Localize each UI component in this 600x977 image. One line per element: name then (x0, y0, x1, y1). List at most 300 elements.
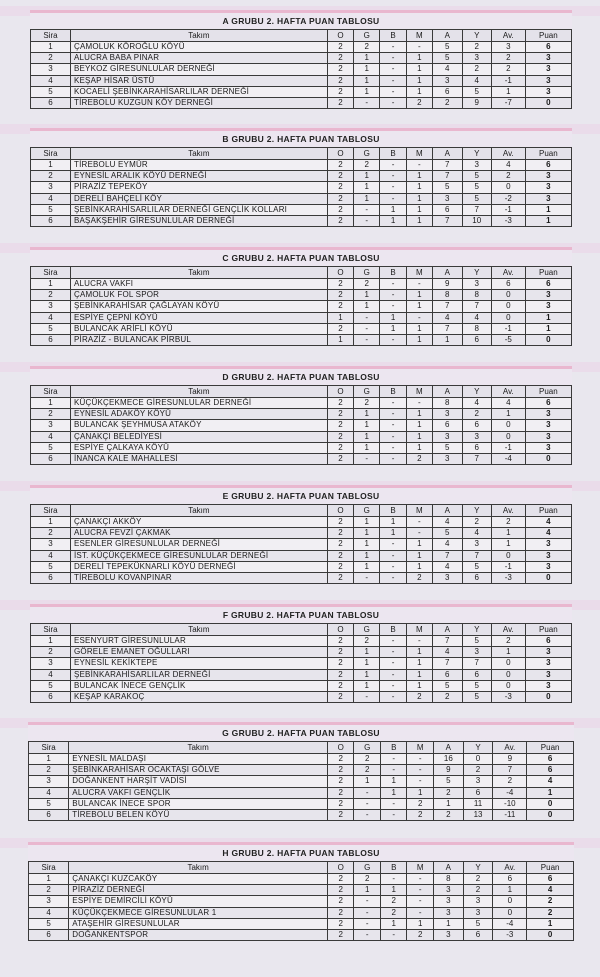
table-row (31, 539, 572, 550)
cell-won: - (354, 453, 380, 464)
cell-drawn: - (380, 75, 406, 86)
cell-won: 1 (354, 561, 380, 572)
cell-points: 3 (525, 420, 571, 431)
cell-won: 1 (354, 442, 380, 453)
cell-won: 1 (354, 680, 380, 691)
cell-points: 1 (525, 323, 571, 334)
table-header-row (31, 505, 572, 517)
cell-goal-difference: -2 (491, 193, 525, 204)
header-lost: M (406, 505, 432, 517)
standings-table (30, 385, 572, 465)
cell-won: 2 (354, 754, 381, 765)
cell-goals-against: 5 (463, 918, 493, 929)
cell-goal-difference: 1 (491, 528, 525, 539)
cell-goals-for: 3 (433, 907, 463, 918)
cell-won: - (354, 215, 380, 226)
cell-team: ALUCRA FEVZİ ÇAKMAK (70, 528, 327, 539)
header-goal-difference: Av. (493, 862, 527, 874)
header-goals-against: Y (462, 624, 491, 636)
cell-lost: 1 (406, 647, 432, 658)
cell-points: 0 (527, 809, 574, 820)
cell-lost: 1 (406, 658, 432, 669)
cell-rank: 1 (29, 754, 69, 765)
header-points: Puan (525, 505, 571, 517)
cell-goal-difference: 0 (491, 420, 525, 431)
cell-rank: 5 (29, 798, 69, 809)
header-points: Puan (525, 267, 571, 279)
cell-goal-difference: 6 (491, 279, 525, 290)
cell-goal-difference: 2 (491, 517, 525, 528)
table-row (31, 658, 572, 669)
cell-played: 2 (327, 398, 353, 409)
cell-played: 2 (327, 75, 353, 86)
header-goal-difference: Av. (491, 386, 525, 398)
cell-points: 3 (525, 182, 571, 193)
header-won: G (354, 862, 381, 874)
table-row (31, 86, 572, 97)
cell-goals-against: 3 (462, 539, 491, 550)
cell-lost: 2 (406, 691, 432, 702)
standings-group (28, 842, 574, 941)
cell-points: 0 (527, 929, 574, 940)
cell-team: KÜÇÜKÇEKMECE GİRESUNLULAR 1 (69, 907, 328, 918)
cell-points: 3 (525, 561, 571, 572)
cell-points: 3 (525, 301, 571, 312)
cell-goals-against: 7 (462, 301, 491, 312)
header-points: Puan (527, 742, 574, 754)
cell-points: 6 (525, 636, 571, 647)
table-row (29, 776, 574, 787)
cell-rank: 3 (31, 301, 71, 312)
cell-goals-for: 7 (433, 550, 462, 561)
cell-lost: - (407, 765, 434, 776)
cell-goals-against: 3 (462, 279, 491, 290)
cell-goals-against: 2 (462, 409, 491, 420)
cell-points: 6 (525, 42, 571, 53)
cell-won: - (354, 787, 381, 798)
cell-team: DOĞANKENTSPOR (69, 929, 328, 940)
cell-goals-against: 7 (462, 550, 491, 561)
cell-team: KEŞAP KARAKOÇ (70, 691, 327, 702)
cell-lost: 1 (407, 918, 434, 929)
cell-team: ESPİYE DEMİRCİLİ KÖYÜ (69, 896, 328, 907)
standings-table (30, 147, 572, 227)
cell-goal-difference: -4 (493, 787, 527, 798)
cell-goals-against: 7 (462, 204, 491, 215)
cell-drawn: 2 (380, 896, 407, 907)
cell-played: 2 (327, 809, 354, 820)
group-title: D GRUBU 2. HAFTA PUAN TABLOSU (222, 372, 380, 382)
header-goals-against: Y (463, 742, 493, 754)
cell-won: 1 (354, 517, 380, 528)
cell-won: 1 (354, 420, 380, 431)
header-team: Takım (70, 624, 327, 636)
cell-goals-against: 5 (462, 636, 491, 647)
header-team: Takım (70, 386, 327, 398)
cell-goals-for: 5 (433, 776, 463, 787)
standings-group (30, 10, 572, 109)
cell-drawn: 1 (380, 918, 407, 929)
cell-rank: 2 (31, 171, 71, 182)
header-rank: Sira (31, 624, 71, 636)
cell-rank: 1 (31, 279, 71, 290)
cell-played: 2 (327, 896, 354, 907)
cell-points: 3 (525, 409, 571, 420)
header-played: O (327, 505, 353, 517)
table-row (29, 765, 574, 776)
cell-drawn: - (380, 290, 406, 301)
cell-points: 4 (525, 517, 571, 528)
cell-goals-against: 5 (462, 86, 491, 97)
cell-team: ŞEBİNKARAHİSAR ÇAĞLAYAN KÖYÜ (70, 301, 327, 312)
cell-lost: 2 (407, 798, 434, 809)
table-row (29, 874, 574, 885)
cell-drawn: - (380, 431, 406, 442)
cell-goals-against: 6 (462, 669, 491, 680)
cell-drawn: - (380, 420, 406, 431)
cell-goals-against: 4 (462, 528, 491, 539)
table-row (31, 42, 572, 53)
cell-rank: 2 (29, 765, 69, 776)
cell-played: 2 (327, 290, 353, 301)
cell-goal-difference: 0 (491, 290, 525, 301)
cell-rank: 1 (31, 160, 71, 171)
header-goals-for: A (433, 267, 462, 279)
table-row (31, 75, 572, 86)
header-goal-difference: Av. (491, 267, 525, 279)
cell-points: 6 (525, 279, 571, 290)
standings-table (28, 861, 574, 941)
header-drawn: B (380, 30, 406, 42)
table-row (31, 647, 572, 658)
header-lost: M (406, 30, 432, 42)
cell-won: 1 (354, 539, 380, 550)
header-won: G (354, 742, 381, 754)
cell-goals-for: 4 (433, 561, 462, 572)
cell-played: 2 (327, 64, 353, 75)
cell-played: 1 (327, 334, 353, 345)
cell-won: 2 (354, 398, 380, 409)
cell-team: BULANCAK İNECE GENÇLİK (70, 680, 327, 691)
cell-lost: - (406, 279, 432, 290)
header-goal-difference: Av. (491, 30, 525, 42)
cell-goals-for: 16 (433, 754, 463, 765)
header-rank: Sira (29, 862, 69, 874)
header-won: G (354, 505, 380, 517)
cell-played: 2 (327, 798, 354, 809)
cell-played: 2 (327, 572, 353, 583)
cell-won: 2 (354, 765, 381, 776)
cell-goals-against: 5 (462, 680, 491, 691)
cell-points: 3 (525, 171, 571, 182)
table-row (31, 442, 572, 453)
cell-goals-for: 4 (433, 517, 462, 528)
header-won: G (354, 30, 380, 42)
header-lost: M (407, 862, 434, 874)
header-goals-for: A (433, 505, 462, 517)
cell-won: - (354, 907, 381, 918)
cell-points: 4 (525, 528, 571, 539)
standings-table (30, 504, 572, 584)
cell-played: 2 (327, 215, 353, 226)
table-header-row (29, 742, 574, 754)
table-row (31, 561, 572, 572)
cell-goals-for: 6 (433, 420, 462, 431)
cell-lost: 2 (407, 929, 434, 940)
cell-team: ALUCRA VAKFI GENÇLİK (69, 787, 328, 798)
standings-group (30, 366, 572, 465)
cell-team: KOCAELİ ŞEBİNKARAHİSARLILAR DERNEĞİ (70, 86, 327, 97)
cell-won: - (354, 312, 380, 323)
cell-goals-for: 7 (433, 160, 462, 171)
cell-goals-against: 4 (462, 312, 491, 323)
cell-played: 2 (327, 171, 353, 182)
cell-team: TİREBOLU KOVANPINAR (70, 572, 327, 583)
table-header-row (31, 386, 572, 398)
cell-drawn: - (380, 561, 406, 572)
table-row (31, 550, 572, 561)
table-row (29, 907, 574, 918)
cell-goal-difference: 0 (491, 680, 525, 691)
cell-drawn: 1 (380, 517, 406, 528)
cell-goal-difference: 2 (491, 64, 525, 75)
cell-rank: 5 (31, 86, 71, 97)
cell-played: 2 (327, 182, 353, 193)
cell-lost: - (406, 517, 432, 528)
cell-team: ESPİYE ÇEPNİ KÖYÜ (70, 312, 327, 323)
cell-drawn: - (380, 550, 406, 561)
cell-goal-difference: -5 (491, 334, 525, 345)
table-row (31, 171, 572, 182)
cell-lost: 1 (406, 53, 432, 64)
cell-drawn: - (380, 182, 406, 193)
cell-points: 3 (525, 680, 571, 691)
cell-lost: 1 (406, 204, 432, 215)
cell-goal-difference: 9 (493, 754, 527, 765)
header-goals-for: A (433, 624, 462, 636)
cell-team: EYNESİL ARALIK KÖYÜ DERNEĞİ (70, 171, 327, 182)
cell-goal-difference: 4 (491, 398, 525, 409)
cell-goal-difference: 2 (491, 53, 525, 64)
cell-goal-difference: -4 (493, 918, 527, 929)
table-row (31, 398, 572, 409)
cell-goals-for: 4 (433, 539, 462, 550)
cell-lost: - (407, 885, 434, 896)
cell-goal-difference: -1 (491, 561, 525, 572)
cell-goals-for: 8 (433, 290, 462, 301)
table-row (29, 798, 574, 809)
cell-goals-for: 2 (433, 97, 462, 108)
standings-table (28, 741, 574, 821)
cell-goal-difference: 0 (491, 312, 525, 323)
cell-won: 2 (354, 636, 380, 647)
cell-team: GÖRELE EMANET OĞULLARI (70, 647, 327, 658)
cell-rank: 6 (31, 215, 71, 226)
cell-drawn: 1 (380, 204, 406, 215)
cell-lost: - (407, 907, 434, 918)
cell-lost: 1 (406, 680, 432, 691)
table-row (31, 160, 572, 171)
cell-goals-for: 8 (433, 398, 462, 409)
cell-goals-for: 2 (433, 809, 463, 820)
cell-lost: 1 (406, 193, 432, 204)
cell-played: 2 (327, 323, 353, 334)
cell-goals-for: 7 (433, 323, 462, 334)
cell-drawn: 1 (380, 885, 407, 896)
table-row (31, 323, 572, 334)
cell-goals-for: 7 (433, 658, 462, 669)
cell-goal-difference: -1 (491, 204, 525, 215)
cell-goals-for: 3 (433, 75, 462, 86)
cell-goals-against: 2 (463, 765, 493, 776)
cell-goals-for: 1 (433, 334, 462, 345)
table-row (31, 182, 572, 193)
cell-team: BEYKOZ GİRESUNLULAR DERNEĞİ (70, 64, 327, 75)
cell-rank: 1 (31, 517, 71, 528)
cell-rank: 5 (31, 561, 71, 572)
header-lost: M (406, 624, 432, 636)
cell-played: 2 (327, 279, 353, 290)
cell-goal-difference: -1 (491, 442, 525, 453)
cell-played: 2 (327, 691, 353, 702)
cell-won: 1 (354, 290, 380, 301)
table-row (31, 431, 572, 442)
cell-rank: 3 (29, 776, 69, 787)
cell-rank: 4 (31, 193, 71, 204)
cell-goal-difference: 0 (491, 658, 525, 669)
header-rank: Sira (31, 505, 71, 517)
cell-points: 1 (525, 312, 571, 323)
cell-rank: 4 (31, 312, 71, 323)
cell-points: 1 (527, 918, 574, 929)
cell-goal-difference: 4 (491, 160, 525, 171)
cell-goal-difference: -1 (491, 323, 525, 334)
cell-goals-against: 3 (462, 160, 491, 171)
cell-rank: 4 (31, 550, 71, 561)
cell-rank: 6 (29, 809, 69, 820)
cell-drawn: - (380, 658, 406, 669)
header-drawn: B (380, 505, 406, 517)
cell-rank: 1 (31, 636, 71, 647)
cell-lost: 1 (406, 431, 432, 442)
cell-rank: 1 (31, 398, 71, 409)
cell-goal-difference: -4 (491, 453, 525, 464)
cell-team: BAŞAKŞEHİR GİRESUNLULAR DERNEĞİ (70, 215, 327, 226)
table-row (29, 787, 574, 798)
cell-team: ŞEBİNKARAHİSARLILAR DERNEĞİ GENÇLİK KOLLARI (70, 204, 327, 215)
cell-lost: 1 (406, 334, 432, 345)
cell-won: 1 (354, 776, 381, 787)
cell-goals-for: 3 (433, 453, 462, 464)
cell-played: 2 (327, 907, 354, 918)
cell-drawn: - (380, 809, 407, 820)
cell-rank: 5 (31, 442, 71, 453)
cell-team: TİREBOLU BELEN KÖYÜ (69, 809, 328, 820)
cell-drawn: - (380, 301, 406, 312)
table-row (31, 312, 572, 323)
cell-rank: 2 (31, 53, 71, 64)
cell-lost: - (406, 312, 432, 323)
cell-drawn: - (380, 42, 406, 53)
cell-goals-against: 2 (462, 64, 491, 75)
cell-won: 1 (354, 528, 380, 539)
cell-points: 3 (525, 442, 571, 453)
cell-goals-against: 6 (463, 787, 493, 798)
cell-goals-for: 3 (433, 409, 462, 420)
cell-played: 2 (327, 765, 354, 776)
cell-team: DERELİ BAHÇELİ KÖY (70, 193, 327, 204)
cell-goal-difference: 0 (493, 907, 527, 918)
cell-played: 2 (327, 669, 353, 680)
cell-goal-difference: 6 (493, 874, 527, 885)
table-row (31, 193, 572, 204)
cell-won: 2 (354, 874, 381, 885)
cell-lost: 1 (406, 409, 432, 420)
cell-goals-against: 5 (462, 182, 491, 193)
cell-drawn: - (380, 647, 406, 658)
cell-goals-against: 10 (462, 215, 491, 226)
cell-goals-against: 3 (463, 907, 493, 918)
cell-lost: - (406, 636, 432, 647)
cell-won: - (354, 896, 381, 907)
cell-played: 2 (327, 885, 354, 896)
cell-played: 2 (327, 528, 353, 539)
cell-goals-for: 9 (433, 279, 462, 290)
cell-goals-against: 2 (463, 885, 493, 896)
cell-rank: 6 (31, 691, 71, 702)
cell-rank: 2 (31, 409, 71, 420)
cell-rank: 3 (29, 896, 69, 907)
group-title: B GRUBU 2. HAFTA PUAN TABLOSU (222, 134, 380, 144)
cell-points: 1 (525, 204, 571, 215)
cell-drawn: 1 (380, 787, 407, 798)
table-row (31, 301, 572, 312)
cell-drawn: - (380, 680, 406, 691)
cell-team: ATAŞEHİR GİRESUNLULAR (69, 918, 328, 929)
cell-lost: 1 (406, 182, 432, 193)
cell-rank: 4 (31, 431, 71, 442)
cell-played: 2 (327, 301, 353, 312)
cell-goals-against: 3 (463, 896, 493, 907)
cell-won: - (354, 204, 380, 215)
group-title: A GRUBU 2. HAFTA PUAN TABLOSU (222, 16, 380, 26)
table-row (31, 453, 572, 464)
table-row (31, 290, 572, 301)
cell-lost: 1 (406, 215, 432, 226)
cell-points: 2 (527, 896, 574, 907)
cell-played: 2 (327, 42, 353, 53)
cell-rank: 4 (29, 907, 69, 918)
cell-goals-for: 4 (433, 647, 462, 658)
cell-rank: 2 (31, 290, 71, 301)
cell-won: 1 (354, 669, 380, 680)
cell-team: DOĞANKENT HARŞİT VADİSİ (69, 776, 328, 787)
cell-rank: 5 (31, 323, 71, 334)
cell-won: 1 (354, 409, 380, 420)
cell-points: 3 (525, 431, 571, 442)
cell-goals-for: 5 (433, 442, 462, 453)
cell-played: 2 (327, 420, 353, 431)
cell-lost: 1 (406, 75, 432, 86)
cell-goal-difference: 0 (491, 431, 525, 442)
header-drawn: B (380, 742, 407, 754)
cell-team: ÇANAKÇI KUZCAKÖY (69, 874, 328, 885)
header-played: O (327, 862, 354, 874)
cell-goals-against: 2 (462, 517, 491, 528)
table-row (31, 204, 572, 215)
cell-goal-difference: -3 (491, 215, 525, 226)
header-goals-against: Y (463, 862, 493, 874)
